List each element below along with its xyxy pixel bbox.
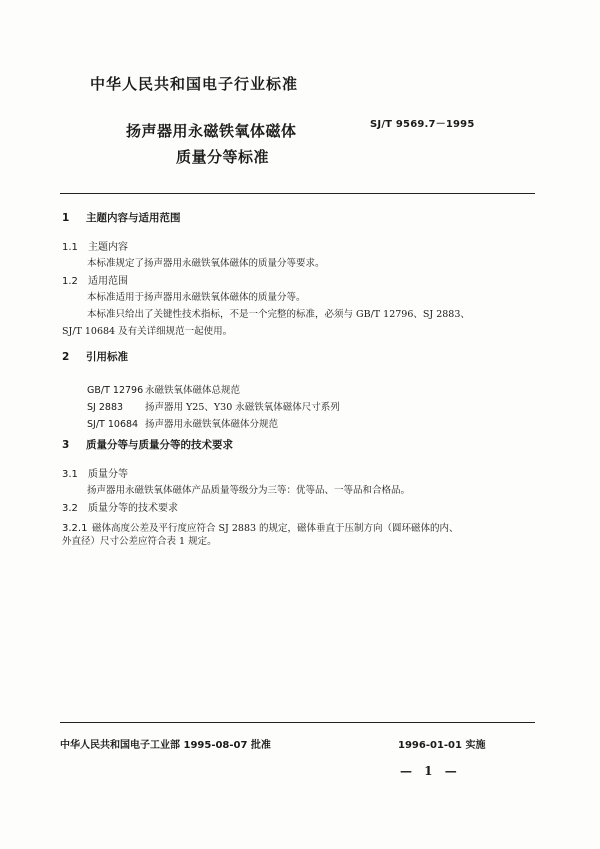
- document-title-line1: 扬声器用永磁铁氧体磁体: [126, 122, 297, 140]
- section-1-2-title: 适用范围: [88, 276, 128, 287]
- section-3-2-number: 3.2: [62, 503, 78, 514]
- footer-divider: [60, 722, 535, 723]
- reference-code: SJ 2883: [87, 402, 124, 413]
- section-1-2-number: 1.2: [62, 276, 78, 287]
- section-3-1-text: 扬声器用永磁铁氧体磁体产品质量等级分为三等：优等品、一等品和合格品。: [87, 485, 411, 496]
- section-2-number: 2: [62, 351, 70, 363]
- header-divider: [60, 193, 535, 194]
- reference-code: GB/T 12796: [87, 385, 144, 396]
- section-3-title: 质量分等与质量分等的技术要求: [86, 439, 233, 451]
- page-number: — 1 —: [400, 764, 461, 778]
- section-1-2-text-2: 本标准只给出了关键性技术指标，不是一个完整的标准，必须与 GB/T 12796、SJ 2883、: [87, 309, 470, 320]
- section-2-title: 引用标准: [86, 351, 128, 363]
- section-1-number: 1: [62, 212, 70, 224]
- section-1-1-text: 本标准规定了扬声器用永磁铁氧体磁体的质量分等要求。: [87, 258, 325, 269]
- section-3-2-1-text-1: 磁体高度公差及平行度应符合 SJ 2883 的规定，磁体垂直于压制方向（圆环磁体的内、: [92, 523, 459, 534]
- document-title-line2: 质量分等标准: [176, 148, 270, 166]
- section-1-2-text-1: 本标准适用于扬声器用永磁铁氧体磁体的质量分等。: [87, 292, 306, 303]
- section-1-2-text-3: SJ/T 10684 及有关详细规范一起使用。: [62, 326, 233, 337]
- section-1-title: 主题内容与适用范围: [86, 212, 181, 224]
- implementation-date: 1996-01-01 实施: [398, 740, 486, 751]
- section-1-1-number: 1.1: [62, 242, 78, 253]
- section-1-2-heading: [62, 272, 128, 287]
- section-3-heading: [62, 437, 233, 452]
- reference-item: [87, 412, 278, 431]
- section-2-heading: [62, 349, 128, 364]
- section-3-1-title: 质量分等: [88, 469, 128, 480]
- reference-title: 永磁铁氧体磁体总规范: [145, 385, 241, 396]
- section-3-2-heading: [62, 499, 178, 514]
- section-3-number: 3: [62, 439, 70, 451]
- section-1-1-heading: [62, 238, 128, 253]
- reference-code: SJ/T 10684: [87, 419, 139, 430]
- section-1-1-title: 主题内容: [88, 242, 128, 253]
- approval-statement: 中华人民共和国电子工业部 1995-08-07 批准: [60, 740, 271, 751]
- standard-number: SJ/T 9569.7－1995: [370, 119, 475, 130]
- section-1-heading: [62, 210, 181, 225]
- section-3-2-1-number: 3.2.1: [62, 523, 88, 534]
- reference-title: 扬声器用永磁铁氧体磁体分规范: [145, 419, 279, 430]
- section-3-2-1-text-2: 外直径）尺寸公差应符合表 1 规定。: [62, 536, 217, 547]
- section-3-1-heading: [62, 465, 128, 480]
- section-3-2-title: 质量分等的技术要求: [88, 503, 178, 514]
- reference-title: 扬声器用 Y25、Y30 永磁铁氧体磁体尺寸系列: [145, 402, 340, 413]
- standard-category: 中华人民共和国电子行业标准: [90, 75, 299, 93]
- section-3-1-number: 3.1: [62, 469, 78, 480]
